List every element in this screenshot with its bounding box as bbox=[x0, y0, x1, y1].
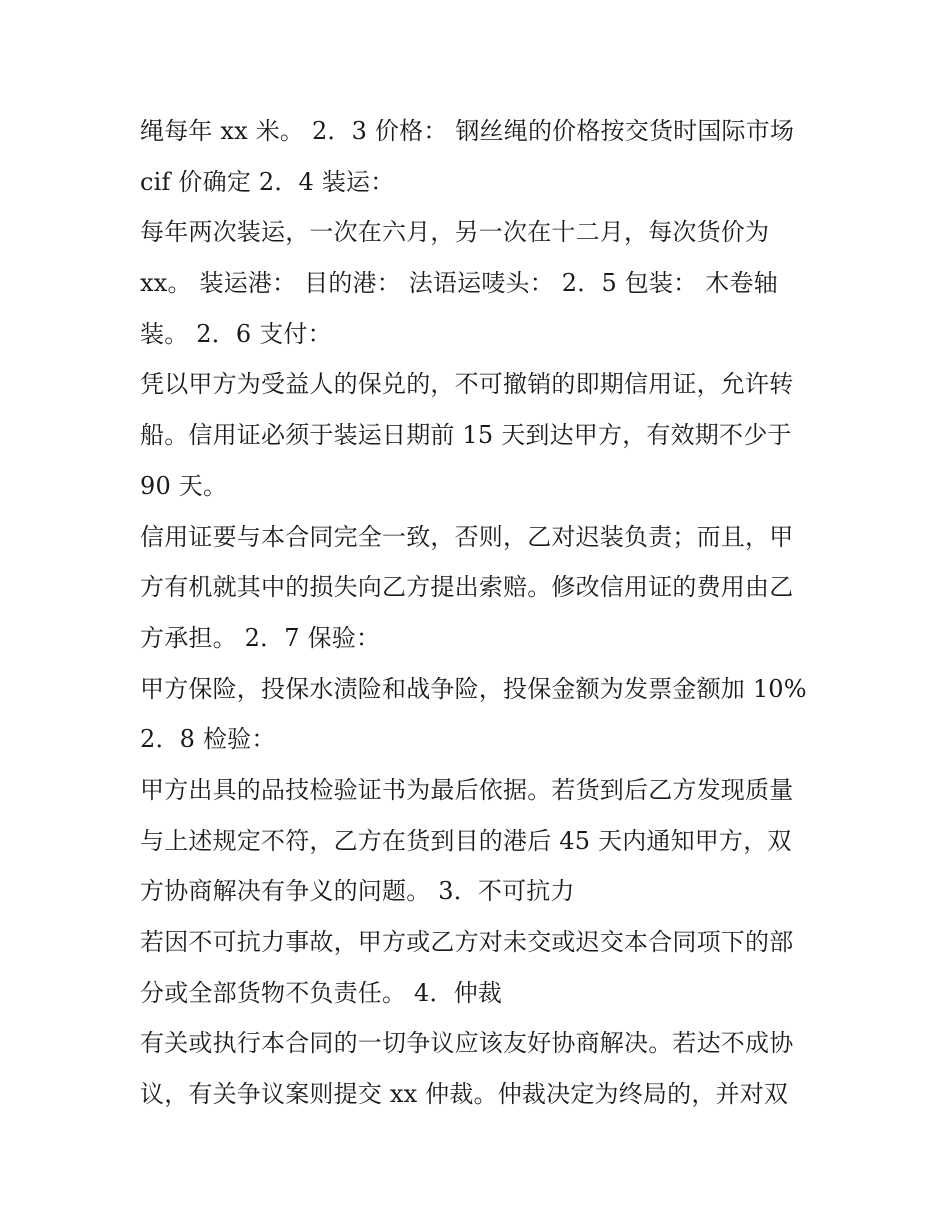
text-line-18: 分或全部货物不负责任。 4．仲裁 bbox=[140, 978, 503, 1007]
contract-text bbox=[140, 106, 830, 1120]
text-line-1: 绳每年 xx 米。 2．3 价格： 钢丝绳的价格按交货时国际市场 bbox=[140, 117, 795, 145]
text-line-20: 议，有关争议案则提交 xx 仲裁。仲裁决定为终局的，并对双 bbox=[140, 1080, 789, 1109]
text-line-2: cif 价确定 2．4 装运： bbox=[140, 167, 395, 196]
text-line-19: 有关或执行本合同的一切争议应该友好协商解决。若达不成协 bbox=[140, 1029, 794, 1058]
text-line-13: 2．8 检验： bbox=[140, 725, 276, 754]
text-line-6: 凭以甲方为受益人的保兑的，不可撤销的即期信用证，允许转 bbox=[140, 370, 794, 399]
text-line-12: 甲方保险，投保水渍险和战争险，投保金额为发票金额加 10% bbox=[140, 674, 807, 703]
text-line-16: 方协商解决有争义的问题。 3．不可抗力 bbox=[140, 877, 575, 906]
text-line-17: 若因不可抗力事故，甲方或乙方对未交或迟交本合同项下的部 bbox=[140, 928, 794, 956]
text-line-3: 每年两次装运，一次在六月，另一次在十二月，每次货价为 bbox=[140, 218, 770, 247]
text-line-4: xx。 装运港： 目的港： 法语运唛头： 2．5 包装： 木卷轴 bbox=[140, 269, 778, 298]
text-line-11: 方承担。 2．7 保验： bbox=[140, 623, 381, 652]
text-line-9: 信用证要与本合同完全一致，否则，乙对迟装负责；而且，甲 bbox=[140, 522, 794, 551]
text-line-14: 甲方出具的品技检验证书为最后依据。若货到后乙方发现质量 bbox=[140, 775, 794, 804]
text-line-15: 与上述规定不符，乙方在货到目的港后 45 天内通知甲方，双 bbox=[140, 826, 792, 855]
text-line-10: 方有机就其中的损失向乙方提出索赔。修改信用证的费用由乙 bbox=[140, 573, 794, 602]
text-line-5: 装。 2．6 支付： bbox=[140, 319, 332, 348]
text-line-8: 90 天。 bbox=[140, 471, 228, 500]
text-line-7: 船。信用证必须于装运日期前 15 天到达甲方，有效期不少于 bbox=[140, 421, 792, 450]
